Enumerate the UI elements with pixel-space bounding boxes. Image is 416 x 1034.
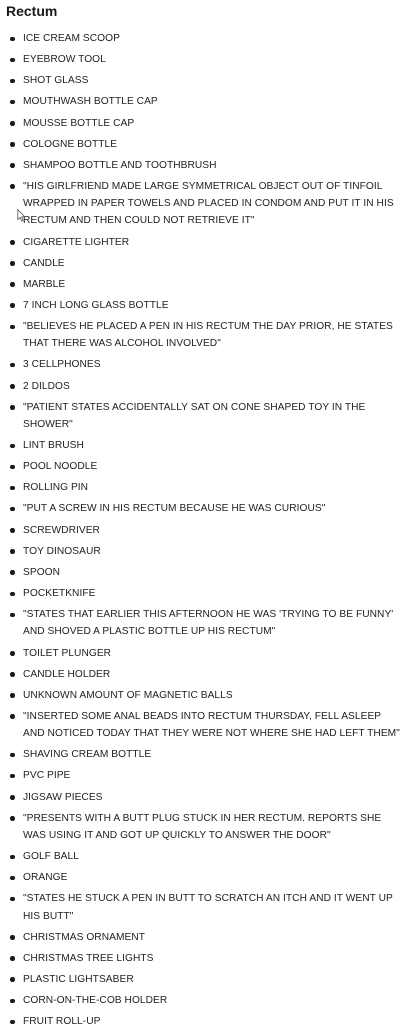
list-item-text: "STATES THAT EARLIER THIS AFTERNOON HE WAS 'TRYING TO BE FUNNY' AND SHOVED A PLASTIC BOTTLE UP HIS RECTUM" bbox=[23, 609, 394, 638]
bullet-dot-icon bbox=[10, 163, 15, 168]
list-item bbox=[0, 115, 416, 132]
bullet-dot-icon bbox=[10, 444, 15, 449]
list-item-text: COLOGNE BOTTLE bbox=[23, 138, 118, 150]
bullet-dot-icon bbox=[10, 121, 15, 126]
list-item-text: POCKETKNIFE bbox=[23, 588, 96, 600]
bullet-dot-icon bbox=[10, 282, 15, 287]
list-item-text: SHOT GLASS bbox=[23, 75, 89, 87]
list-item bbox=[0, 51, 416, 68]
list-item-text: UNKNOWN AMOUNT OF MAGNETIC BALLS bbox=[23, 689, 233, 701]
list-item-text: "STATES HE STUCK A PEN IN BUTT TO SCRATCH AN ITCH AND IT WENT UP HIS BUTT" bbox=[23, 893, 393, 922]
bullet-dot-icon bbox=[10, 977, 15, 982]
list-item bbox=[0, 399, 416, 433]
bullet-dot-icon bbox=[10, 935, 15, 940]
list-item-text: "PUT A SCREW IN HIS RECTUM BECAUSE HE WAS CURIOUS" bbox=[23, 503, 326, 515]
list-item-text: CANDLE HOLDER bbox=[23, 668, 111, 680]
bullet-dot-icon bbox=[10, 613, 15, 618]
list-item bbox=[0, 178, 416, 230]
bullet-dot-icon bbox=[10, 795, 15, 800]
list-item bbox=[0, 708, 416, 742]
bullet-dot-icon bbox=[10, 100, 15, 105]
list-item-text: MOUSSE BOTTLE CAP bbox=[23, 117, 135, 129]
list-item-text: SCREWDRIVER bbox=[23, 524, 100, 536]
list-item bbox=[0, 564, 416, 581]
list-item bbox=[0, 789, 416, 806]
list-item bbox=[0, 606, 416, 640]
list-item-text: JIGSAW PIECES bbox=[23, 791, 103, 803]
list-item bbox=[0, 276, 416, 293]
list-item-text: 7 INCH LONG GLASS BOTTLE bbox=[23, 299, 169, 311]
list-item-text: "HIS GIRLFRIEND MADE LARGE SYMMETRICAL OBJECT OUT OF TINFOIL WRAPPED IN PAPER TOWELS AND PLACED IN CONDOM AND PUT IT IN HIS RECTUM AND THEN COULD NOT RETRIEVE IT" bbox=[23, 180, 394, 227]
list-item-text: CANDLE bbox=[23, 257, 65, 269]
list-item-text: "PATIENT STATES ACCIDENTALLY SAT ON CONE SHAPED TOY IN THE SHOWER" bbox=[23, 401, 366, 430]
list-item-text: GOLF BALL bbox=[23, 851, 79, 863]
list-item-text: LINT BRUSH bbox=[23, 440, 84, 452]
bullet-dot-icon bbox=[10, 240, 15, 245]
list-item bbox=[0, 93, 416, 110]
bullet-dot-icon bbox=[10, 855, 15, 860]
bullet-dot-icon bbox=[10, 465, 15, 470]
list-item bbox=[0, 585, 416, 602]
list-item bbox=[0, 848, 416, 865]
list-item-text: EYEBROW TOOL bbox=[23, 54, 106, 66]
bullet-dot-icon bbox=[10, 486, 15, 491]
list-item-text: TOY DINOSAUR bbox=[23, 545, 101, 557]
bullet-dot-icon bbox=[10, 363, 15, 368]
list-item bbox=[0, 522, 416, 539]
list-item-text: 2 DILDOS bbox=[23, 380, 70, 392]
list-item-text: CIGARETTE LIGHTER bbox=[23, 236, 130, 248]
bullet-dot-icon bbox=[10, 672, 15, 677]
list-item bbox=[0, 500, 416, 517]
list-item-text: "INSERTED SOME ANAL BEADS INTO RECTUM THURSDAY, FELL ASLEEP AND NOTICED TODAY THAT THEY WERE NOT WHERE SHE HAD LEFT THEM" bbox=[23, 710, 400, 740]
bullet-dot-icon bbox=[10, 507, 15, 512]
bullet-dot-icon bbox=[10, 651, 15, 656]
bullet-dot-icon bbox=[10, 528, 15, 533]
list-item-text: ORANGE bbox=[23, 872, 68, 884]
bullet-dot-icon bbox=[10, 549, 15, 554]
bullet-dot-icon bbox=[10, 753, 15, 758]
bullet-dot-icon bbox=[10, 999, 15, 1004]
list-item bbox=[0, 30, 416, 47]
list-item bbox=[0, 318, 416, 352]
list-item bbox=[0, 1013, 416, 1030]
list-item-text: CHRISTMAS ORNAMENT bbox=[23, 931, 146, 943]
bullet-dot-icon bbox=[10, 714, 15, 719]
list-item bbox=[0, 72, 416, 89]
list-item bbox=[0, 971, 416, 988]
bullet-dot-icon bbox=[10, 592, 15, 597]
list-item-text: CORN-ON-THE-COB HOLDER bbox=[23, 995, 168, 1007]
bullet-dot-icon bbox=[10, 261, 15, 266]
list-item-text: SPOON bbox=[23, 566, 61, 578]
bullet-dot-icon bbox=[10, 37, 15, 42]
bullet-dot-icon bbox=[10, 897, 15, 902]
list-item bbox=[0, 767, 416, 784]
bullet-dot-icon bbox=[10, 142, 15, 147]
list-item bbox=[0, 645, 416, 662]
bullet-dot-icon bbox=[10, 384, 15, 389]
list-item bbox=[0, 687, 416, 704]
list-item-text: FRUIT ROLL-UP bbox=[23, 1016, 101, 1028]
list-item bbox=[0, 136, 416, 153]
list-item-text: POOL NOODLE bbox=[23, 461, 98, 473]
bullet-dot-icon bbox=[10, 570, 15, 575]
list-item-text: PVC PIPE bbox=[23, 770, 71, 782]
list-item-text: ICE CREAM SCOOP bbox=[23, 33, 120, 44]
bullet-dot-icon bbox=[10, 58, 15, 63]
list-item-text: "BELIEVES HE PLACED A PEN IN HIS RECTUM THE DAY PRIOR, HE STATES THAT THERE WAS ALCOHOL INVOLVED" bbox=[23, 321, 393, 350]
bullet-dot-icon bbox=[10, 184, 15, 189]
list-item bbox=[0, 543, 416, 560]
list-item bbox=[0, 810, 416, 844]
bullet-dot-icon bbox=[10, 79, 15, 84]
list-item bbox=[0, 255, 416, 272]
list-item-text: TOILET PLUNGER bbox=[23, 647, 112, 659]
list-item-text: MOUTHWASH BOTTLE CAP bbox=[23, 96, 158, 108]
list-item bbox=[0, 890, 416, 924]
bullet-dot-icon bbox=[10, 405, 15, 410]
list-item bbox=[0, 666, 416, 683]
list-item bbox=[0, 157, 416, 174]
list-item-text: PLASTIC LIGHTSABER bbox=[23, 973, 134, 985]
list-item bbox=[0, 869, 416, 886]
list-item bbox=[0, 234, 416, 251]
list-item-text: CHRISTMAS TREE LIGHTS bbox=[23, 952, 154, 964]
items-list bbox=[0, 30, 416, 1034]
list-item bbox=[0, 437, 416, 454]
bullet-dot-icon bbox=[10, 325, 15, 330]
list-item-text: 3 CELLPHONES bbox=[23, 359, 101, 371]
list-item bbox=[0, 929, 416, 946]
list-item-text: ROLLING PIN bbox=[23, 482, 89, 494]
bullet-dot-icon bbox=[10, 876, 15, 881]
list-item-text: MARBLE bbox=[23, 278, 66, 290]
list-item-text: "PRESENTS WITH A BUTT PLUG STUCK IN HER RECTUM. REPORTS SHE WAS USING IT AND GOT UP QUICKLY TO ANSWER THE DOOR" bbox=[23, 812, 382, 841]
bullet-dot-icon bbox=[10, 693, 15, 698]
list-item bbox=[0, 950, 416, 967]
list-item bbox=[0, 458, 416, 475]
list-item-text: SHAVING CREAM BOTTLE bbox=[23, 749, 152, 761]
bullet-dot-icon bbox=[10, 816, 15, 821]
list-item bbox=[0, 479, 416, 496]
list-item bbox=[0, 297, 416, 314]
bullet-dot-icon bbox=[10, 303, 15, 308]
bullet-dot-icon bbox=[10, 774, 15, 779]
list-item bbox=[0, 378, 416, 395]
list-item bbox=[0, 356, 416, 373]
list-item bbox=[0, 746, 416, 763]
page-title: Rectum bbox=[6, 3, 58, 19]
list-item-text: SHAMPOO BOTTLE AND TOOTHBRUSH bbox=[23, 159, 217, 171]
mouse-pointer-icon bbox=[17, 209, 27, 222]
list-item bbox=[0, 992, 416, 1009]
bullet-dot-icon bbox=[10, 956, 15, 961]
